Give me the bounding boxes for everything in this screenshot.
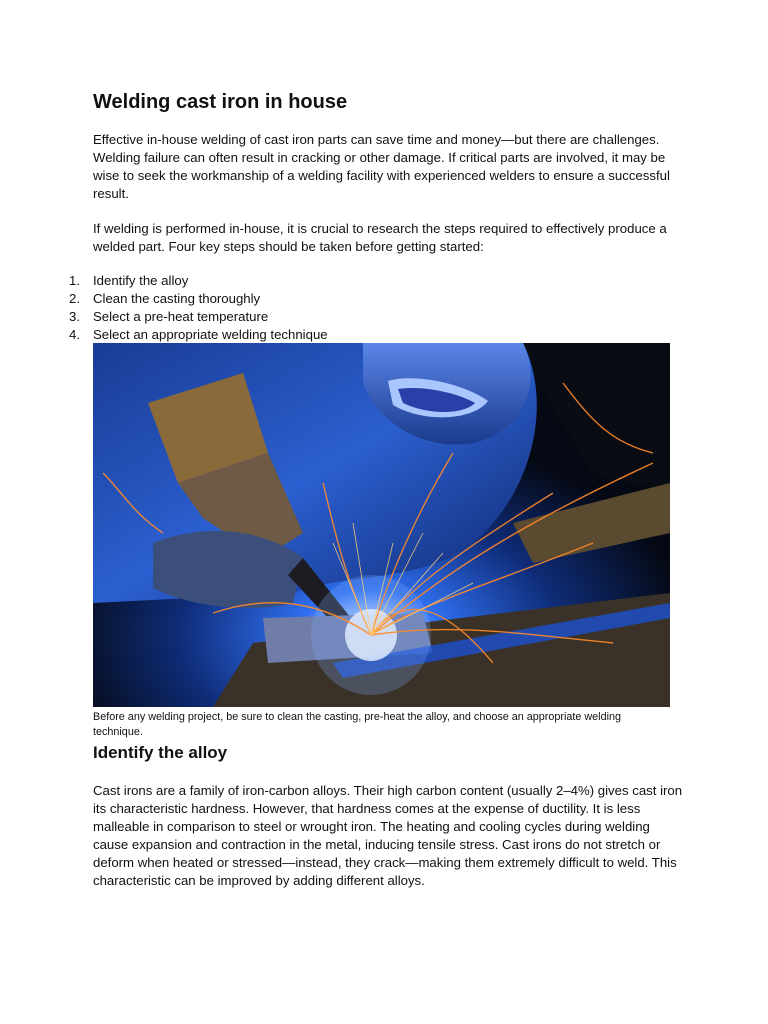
list-item <box>69 290 328 308</box>
list-item <box>69 272 328 290</box>
list-item-text: Identify the alloy <box>93 273 189 288</box>
list-item-number: 1. <box>69 273 80 288</box>
steps-list <box>69 272 328 344</box>
intro-paragraph: Effective in-house welding of cast iron parts can save time and money—but there are challenges. Welding failure can often result in cracking or other damage. If critical parts are involved, it may be wise to seek the workmanship of a welding facility with experienced welders to ensure a successful result. <box>93 132 670 201</box>
list-item-text: Select an appropriate welding technique <box>93 327 328 342</box>
page-title: Welding cast iron in house <box>93 91 348 113</box>
welder-photo <box>93 343 670 707</box>
welder-photo-illustration <box>93 343 670 707</box>
list-item <box>69 326 328 344</box>
list-item-text: Select a pre-heat temperature <box>93 309 269 324</box>
steps-intro-paragraph: If welding is performed in-house, it is crucial to research the steps required to effectively produce a welded part. Four key steps should be taken before getting started: <box>93 221 667 254</box>
list-item-number: 2. <box>69 291 80 306</box>
image-caption: Before any welding project, be sure to clean the casting, pre-heat the alloy, and choose an appropriate welding technique. <box>93 711 621 738</box>
list-item-text: Clean the casting thoroughly <box>93 291 261 306</box>
list-item-number: 3. <box>69 309 80 324</box>
list-item <box>69 308 328 326</box>
section-paragraph: Cast irons are a family of iron-carbon alloys. Their high carbon content (usually 2–4%) gives cast iron its characteristic hardness. However, that hardness comes at the expense of ductility. It is less malleable in comparison to steel or wrought iron. The heating and cooling cycles during welding cause expansion and contraction in the metal, inducing tensile stress. Cast irons do not stretch or deform when heated or stressed—instead, they crack—making them extremely difficult to weld. This characteristic can be improved by adding different alloys. <box>93 783 683 888</box>
section-heading: Identify the alloy <box>93 743 228 762</box>
list-item-number: 4. <box>69 327 80 342</box>
